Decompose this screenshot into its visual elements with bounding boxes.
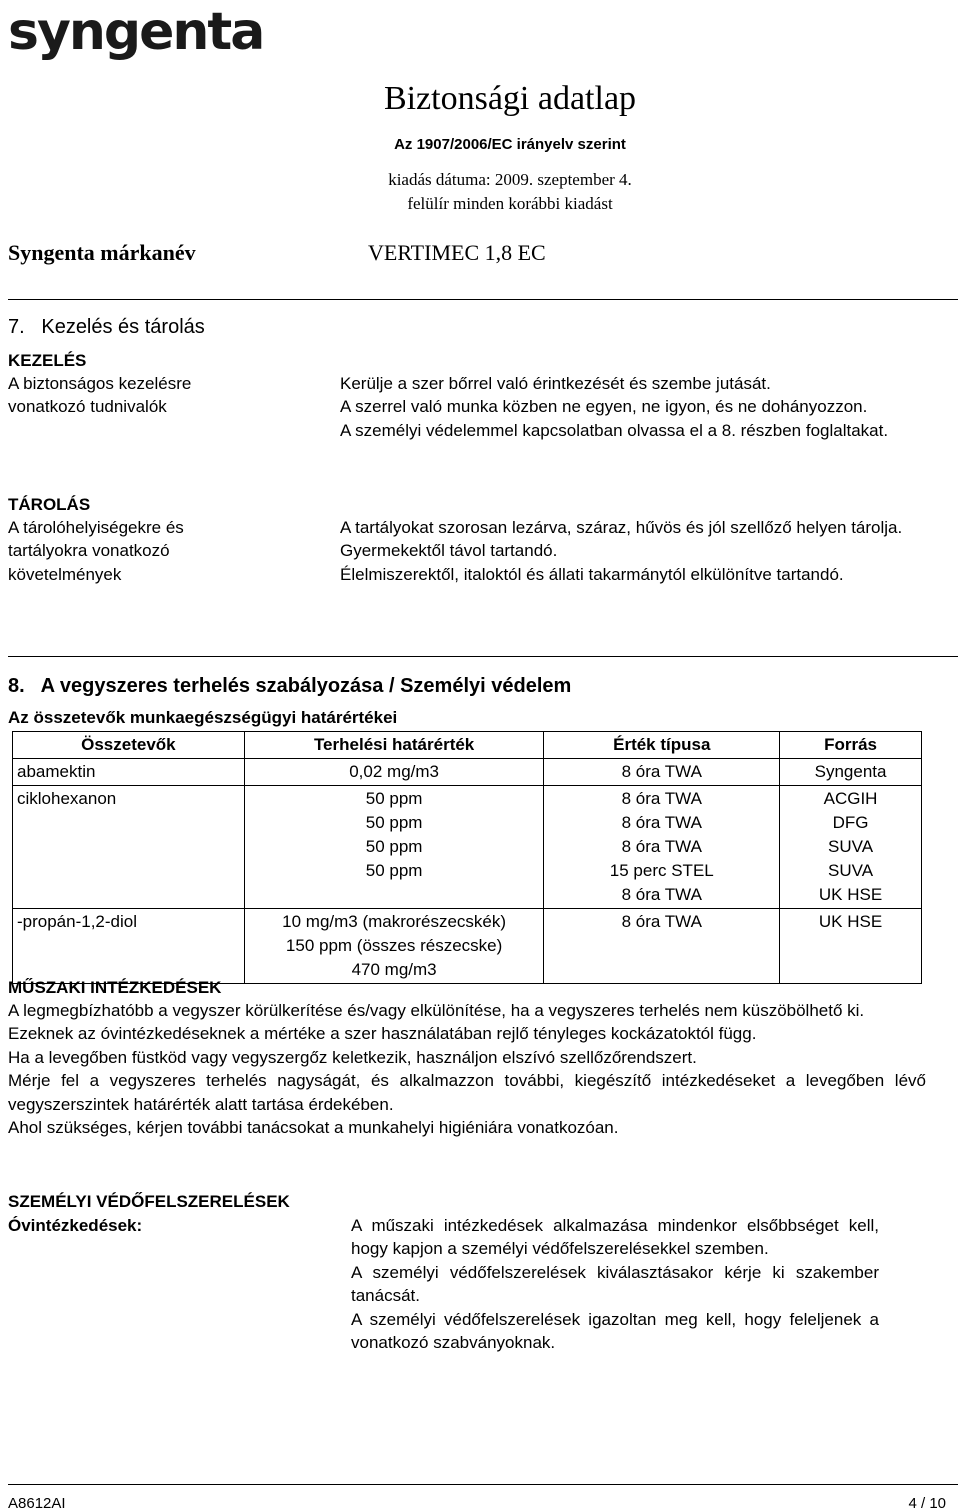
precautions-text [351, 1214, 879, 1354]
column-header: Forrás [780, 732, 922, 759]
issue-date: kiadás dátuma: 2009. szeptember 4. [388, 170, 632, 189]
component-cell: abamektin [13, 759, 245, 786]
storage-line: Élelmiszerektől, italoktól és állati takarmánytól elkülönítve tartandó. [340, 564, 844, 584]
page-number: 4 / 10 [908, 1495, 946, 1512]
limit-cell [244, 909, 544, 984]
engineering-paragraph: Ezeknek az óvintézkedéseknek a mértéke a szer használatában rejlő tényleges kockázatoktól függ. [8, 1024, 757, 1044]
section-8-title: 8. A vegyszeres terhelés szabályozása / Személyi védelem [8, 675, 572, 697]
type-cell [544, 759, 780, 786]
type-value: 8 óra TWA [621, 789, 702, 808]
table-row [13, 759, 922, 786]
limit-value: 150 ppm (összes részecske) [285, 936, 503, 955]
component-cell: -propán-1,2-diol [13, 909, 245, 984]
type-value: 8 óra TWA [621, 912, 702, 931]
syngenta-logo: syngenta [8, 2, 264, 62]
source-cell [780, 909, 922, 984]
type-value: 15 perc STEL [609, 861, 714, 880]
engineering-heading: MŰSZAKI INTÉZKEDÉSEK [8, 978, 222, 997]
section-7-title: 7. Kezelés és tárolás [8, 316, 205, 338]
ppe-heading: SZEMÉLYI VÉDŐFELSZERELÉSEK [8, 1192, 290, 1211]
limit-value: 10 mg/m3 (makrorészecskék) [282, 912, 507, 931]
table-row [13, 786, 922, 909]
source-value: DFG [832, 813, 869, 832]
source-value: ACGIH [823, 789, 878, 808]
precaution-paragraph: A személyi védőfelszerelések igazoltan meg kell, hogy feleljenek a vonatkozó szabványoknak. [351, 1309, 879, 1353]
engineering-text [8, 999, 926, 1139]
regulation-subtitle: Az 1907/2006/EC irányelv szerint [394, 136, 626, 153]
source-value: SUVA [828, 837, 874, 856]
engineering-paragraph: Ahol szükséges, kérjen további tanácsokat a munkahelyi higiéniára vonatkozóan. [8, 1118, 619, 1138]
limit-cell [244, 786, 544, 909]
engineering-paragraph: A legmegbízhatóbb a vegyszer körülkerítése és/vagy elkülönítése, ha a vegyszeres terhelés nem küszöbölhető ki. [8, 1001, 865, 1020]
supersedes-note: felülír minden korábbi kiadást [407, 194, 613, 213]
storage-heading: TÁROLÁS [8, 495, 91, 514]
type-value: 8 óra TWA [621, 837, 702, 856]
engineering-paragraph: Mérje fel a vegyszeres terhelés nagyságát, és alkalmazzon további, kiegészítő intézkedéseket a levegőben lévő vegyszerszintek határérték alatt tartása érdekében. [8, 1071, 926, 1114]
limit-cell [244, 759, 544, 786]
limit-value: 50 ppm [365, 789, 423, 808]
source-value: SUVA [828, 861, 874, 880]
limit-value: 0,02 mg/m3 [349, 762, 439, 781]
column-header: Összetevők [13, 732, 245, 759]
footer-divider [8, 1484, 958, 1485]
type-cell [544, 786, 780, 909]
column-header: Érték típusa [544, 732, 780, 759]
limit-value: 50 ppm [365, 837, 423, 856]
column-header: Terhelési határérték [244, 732, 544, 759]
storage-line: Gyermekektől távol tartandó. [340, 541, 558, 561]
type-value: 8 óra TWA [621, 885, 702, 904]
brand-name-label: Syngenta márkanév [8, 240, 196, 265]
handling-line: Kerülje a szer bőrrel való érintkezését és szembe jutását. [340, 374, 771, 393]
handling-line: A szerrel való munka közben ne egyen, ne igyon, és ne dohányozzon. [340, 397, 868, 417]
product-name: VERTIMEC 1,8 EC [368, 240, 546, 265]
type-value: 8 óra TWA [621, 762, 702, 781]
precautions-label: Óvintézkedések: [8, 1216, 143, 1235]
type-value: 8 óra TWA [621, 813, 702, 832]
handling-line: A személyi védelemmel kapcsolatban olvassa el a 8. részben foglaltakat. [340, 420, 889, 440]
limits-heading: Az összetevők munkaegészségügyi határértékei [8, 708, 398, 727]
source-value: UK HSE [818, 912, 883, 931]
source-value: UK HSE [818, 885, 883, 904]
exposure-limits-table [12, 731, 922, 984]
table-header-row [13, 732, 922, 759]
header-divider [8, 299, 958, 300]
table-row [13, 909, 922, 984]
source-value: Syngenta [814, 762, 887, 781]
source-cell [780, 786, 922, 909]
storage-line: A tartályokat szorosan lezárva, száraz, hűvös és jól szellőző helyen tárolja. [340, 518, 903, 537]
section-7-divider [8, 656, 958, 657]
engineering-paragraph: Ha a levegőben füstköd vagy vegyszergőz keletkezik, használjon elszívó szellőzőrendszert. [8, 1047, 697, 1067]
document-title: Biztonsági adatlap [383, 80, 637, 117]
handling-label: A biztonságos kezelésre vonatkozó tudnivalók [8, 374, 192, 417]
handling-text [340, 372, 923, 442]
handling-heading: KEZELÉS [8, 351, 87, 370]
precaution-paragraph: A személyi védőfelszerelések kiválasztásakor kérje ki szakember tanácsát. [351, 1262, 879, 1306]
component-cell: ciklohexanon [13, 786, 245, 909]
type-cell [544, 909, 780, 984]
precaution-paragraph: A műszaki intézkedések alkalmazása mindenkor elsőbbséget kell, hogy kapjon a személyi védőfelszerelésekkel szemben. [351, 1216, 879, 1259]
limit-value: 470 mg/m3 [351, 960, 437, 979]
storage-label: A tárolóhelyiségekre és tartályokra vonatkozó követelmények [8, 518, 184, 584]
storage-text [340, 516, 923, 586]
limit-value: 50 ppm [365, 813, 423, 832]
limit-value: 50 ppm [365, 861, 423, 880]
document-code: A8612AI [8, 1495, 66, 1512]
source-cell [780, 759, 922, 786]
